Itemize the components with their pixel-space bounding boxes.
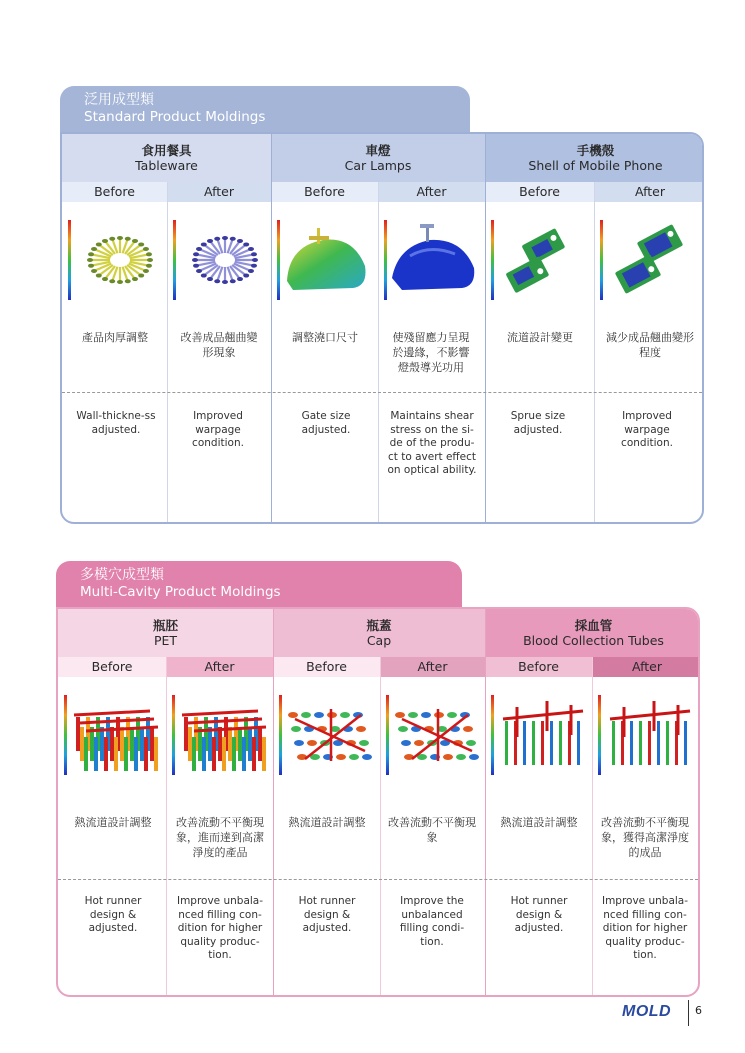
caption-en: Sprue size adjusted.	[510, 410, 566, 436]
after-label: After	[592, 657, 700, 677]
divider	[594, 182, 595, 522]
dashed-separator	[58, 879, 698, 880]
dashed-separator	[62, 392, 702, 393]
category-en: PET	[153, 633, 178, 648]
car-lamp-before-image	[273, 206, 376, 316]
cap-after-image	[382, 681, 483, 791]
section1-panel	[60, 132, 704, 524]
after-label: After	[167, 182, 271, 202]
section1-title-zh: 泛用成型類	[84, 92, 154, 108]
divider	[167, 182, 168, 522]
page-number: 6	[695, 1004, 702, 1017]
category-en: Car Lamps	[344, 158, 412, 173]
category-en: Blood Collection Tubes	[523, 633, 664, 648]
category-en: Cap	[366, 633, 392, 648]
category-pet	[58, 609, 273, 657]
caption-en: Gate size adjusted.	[301, 410, 351, 436]
caption-zh: 使殘留應力呈現於邊緣，不影響燈殼導光功用	[392, 331, 470, 374]
category-zh: 車燈	[365, 143, 391, 158]
before-label: Before	[485, 657, 592, 677]
section2-title-en: Multi-Cavity Product Moldings	[80, 584, 281, 600]
cap-before-image	[275, 681, 378, 791]
caption-en: Improved warpage condition.	[621, 410, 673, 449]
caption-en: Maintains shear stress on the si-de of the produ-ct to avert effect on optical ability.	[387, 410, 477, 476]
category-en: Shell of Mobile Phone	[528, 158, 663, 173]
category-zh: 採血管	[574, 618, 613, 633]
divider	[380, 657, 381, 995]
caption-zh: 改善流動不平衡現象	[388, 816, 476, 844]
car-lamp-after-image	[380, 206, 483, 316]
caption-en: Hot runner design & adjusted.	[510, 895, 568, 934]
caption-zh: 改善成品翹曲變形現象	[180, 331, 258, 359]
section2-tab	[56, 561, 462, 613]
tubes-after-image	[594, 681, 700, 791]
before-label: Before	[62, 182, 167, 202]
caption-en: Hot runner design & adjusted.	[298, 895, 356, 934]
category-zh: 瓶胚	[152, 618, 178, 633]
before-label: Before	[58, 657, 166, 677]
category-zh: 食用餐具	[141, 143, 192, 158]
before-label: Before	[271, 182, 378, 202]
pet-after-image	[168, 681, 271, 791]
phone-shell-before-image	[487, 206, 592, 316]
caption-zh: 減少成品翹曲變形程度	[606, 331, 694, 359]
caption-zh: 熱流道設計調整	[500, 816, 578, 829]
divider	[166, 657, 167, 995]
tableware-before-image	[64, 206, 165, 316]
caption-en: Improve the unbalanced filling condi-tion.	[399, 895, 465, 948]
after-label: After	[166, 657, 273, 677]
section2-title-zh: 多模穴成型類	[80, 567, 164, 583]
caption-zh: 改善流動不平衡現象，進而達到高潔淨度的產品	[176, 816, 264, 859]
caption-en: Improve unbala-nced filling con-dition for higher quality produc-tion.	[176, 895, 264, 961]
after-label: After	[380, 657, 485, 677]
section1-tab	[60, 86, 470, 138]
caption-zh: 熱流道設計調整	[288, 816, 366, 829]
divider	[271, 134, 272, 522]
phone-shell-after-image	[596, 206, 704, 316]
after-label: After	[378, 182, 485, 202]
caption-zh: 熱流道設計調整	[74, 816, 152, 829]
after-label: After	[594, 182, 704, 202]
pet-before-image	[60, 681, 164, 791]
before-label: Before	[485, 182, 594, 202]
section1-title-en: Standard Product Moldings	[84, 109, 266, 125]
caption-en: Wall-thickne-ss adjusted.	[76, 410, 156, 436]
section2-panel	[56, 607, 700, 997]
caption-en: Improved warpage condition.	[192, 410, 244, 449]
category-blood-tubes	[485, 609, 700, 657]
before-label: Before	[273, 657, 380, 677]
tableware-after-image	[169, 206, 269, 316]
divider	[485, 609, 486, 995]
footer-divider	[688, 1000, 689, 1026]
category-zh: 瓶蓋	[366, 618, 392, 633]
caption-zh: 產品肉厚調整	[82, 331, 148, 344]
divider	[592, 657, 593, 995]
divider	[378, 182, 379, 522]
category-cap	[273, 609, 485, 657]
category-car-lamps	[271, 134, 485, 182]
category-mobile-shell	[485, 134, 704, 182]
footer-brand: MOLD	[622, 1003, 672, 1020]
divider	[485, 134, 486, 522]
caption-en: Hot runner design & adjusted.	[84, 895, 142, 934]
category-zh: 手機殼	[576, 143, 615, 158]
caption-zh: 改善流動不平衡現象，獲得高潔淨度的成品	[601, 816, 689, 859]
tubes-before-image	[487, 681, 590, 791]
caption-zh: 流道設計變更	[507, 331, 573, 344]
caption-en: Improve unbala-nced filling con-dition for higher quality produc-tion.	[601, 895, 689, 961]
divider	[273, 609, 274, 995]
category-tableware	[62, 134, 271, 182]
caption-zh: 調整澆口尺寸	[292, 331, 358, 344]
category-en: Tableware	[135, 158, 198, 173]
